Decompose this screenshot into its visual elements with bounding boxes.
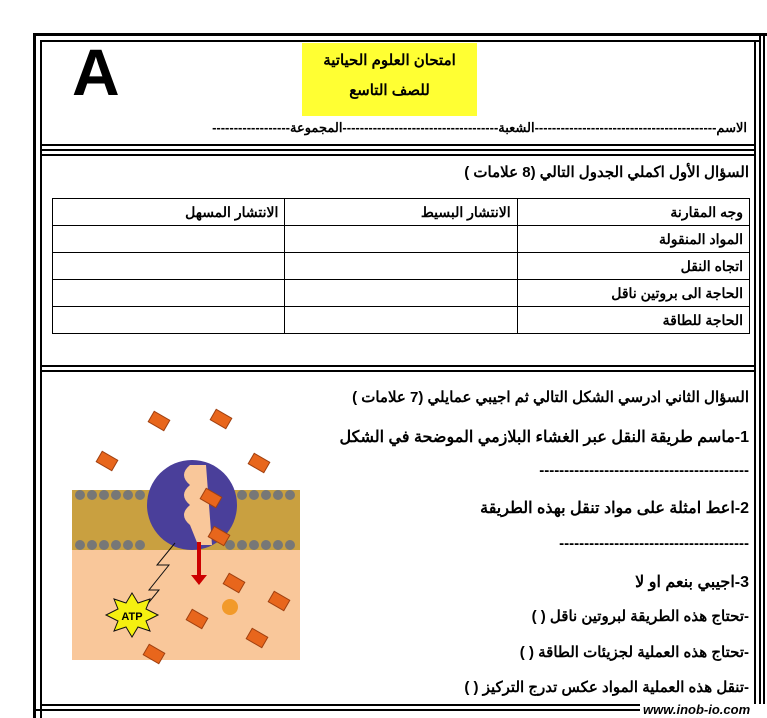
bottom-border: [36, 709, 640, 711]
divider: [42, 144, 754, 146]
answer-cell[interactable]: [53, 307, 285, 334]
exam-title: امتحان العلوم الحياتية: [323, 52, 456, 69]
exam-grade: للصف التاسع: [349, 82, 430, 99]
statement-3: -تنقل هذه العملية المواد عكس تدرج التركيز ( ): [464, 679, 749, 696]
answer-line-2[interactable]: --------------------------------------: [559, 535, 749, 552]
border-left-inner: [40, 40, 42, 718]
answer-cell[interactable]: [285, 226, 517, 253]
border-right-inner: [754, 40, 756, 704]
table-header: الانتشار المسهل: [53, 199, 285, 226]
answer-cell[interactable]: [285, 307, 517, 334]
table-header: الانتشار البسيط: [285, 199, 517, 226]
table-row: [53, 253, 750, 280]
watermark: www.inob-io.com: [643, 702, 751, 717]
answer-cell[interactable]: [53, 280, 285, 307]
answer-cell[interactable]: [53, 226, 285, 253]
student-info-fields[interactable]: الاسم------------------------------------------الشعبة------------------------------------المجموعة------------------: [212, 120, 747, 135]
answer-cell[interactable]: [53, 253, 285, 280]
table-row: [53, 226, 750, 253]
divider: [42, 154, 754, 156]
row-label: الحاجة للطاقة: [517, 307, 749, 334]
row-label: الحاجة الى بروتين ناقل: [517, 280, 749, 307]
statement-2: -تحتاج هذه العملية لجزيئات الطاقة ( ): [519, 644, 749, 661]
row-label: المواد المنقولة: [517, 226, 749, 253]
active-transport-diagram: [60, 395, 310, 670]
border-left: [33, 33, 36, 718]
q2-title: السؤال الثاني ادرسي الشكل التالي ثم اجيبي عمايلي (7 علامات ): [352, 389, 749, 406]
q2-item2: 2-اعط امثلة على مواد تنقل بهذه الطريقة: [480, 500, 749, 517]
title-box: [302, 43, 477, 116]
statement-1: -تحتاج هذه الطريقة لبروتين ناقل ( ): [531, 608, 749, 625]
row-label: اتجاه النقل: [517, 253, 749, 280]
table-row: [53, 307, 750, 334]
border-right-outer: [763, 33, 765, 704]
other-molecule: [222, 599, 238, 615]
comparison-table: [52, 198, 750, 334]
answer-cell[interactable]: [285, 280, 517, 307]
divider: [42, 365, 754, 367]
q2-item3: 3-اجيبي بنعم او لا: [635, 574, 749, 591]
q1-title: السؤال الأول اكملي الجدول التالي (8 علامات ): [464, 164, 749, 181]
atp-label: ATP: [121, 611, 143, 623]
table-row: [53, 280, 750, 307]
table-header-row: [53, 199, 750, 226]
version-letter: A: [72, 35, 120, 109]
border-top: [33, 33, 767, 36]
divider: [42, 370, 754, 372]
border-top-inner: [40, 40, 760, 42]
answer-line-1[interactable]: ------------------------------------------: [539, 462, 749, 479]
divider: [42, 149, 754, 151]
table-header: وجه المقارنة: [517, 199, 749, 226]
answer-cell[interactable]: [285, 253, 517, 280]
border-right: [759, 33, 761, 704]
q2-item1: 1-ماسم طريقة النقل عبر الغشاء البلازمي الموضحة في الشكل: [339, 429, 749, 446]
bottom-border: [42, 704, 640, 706]
